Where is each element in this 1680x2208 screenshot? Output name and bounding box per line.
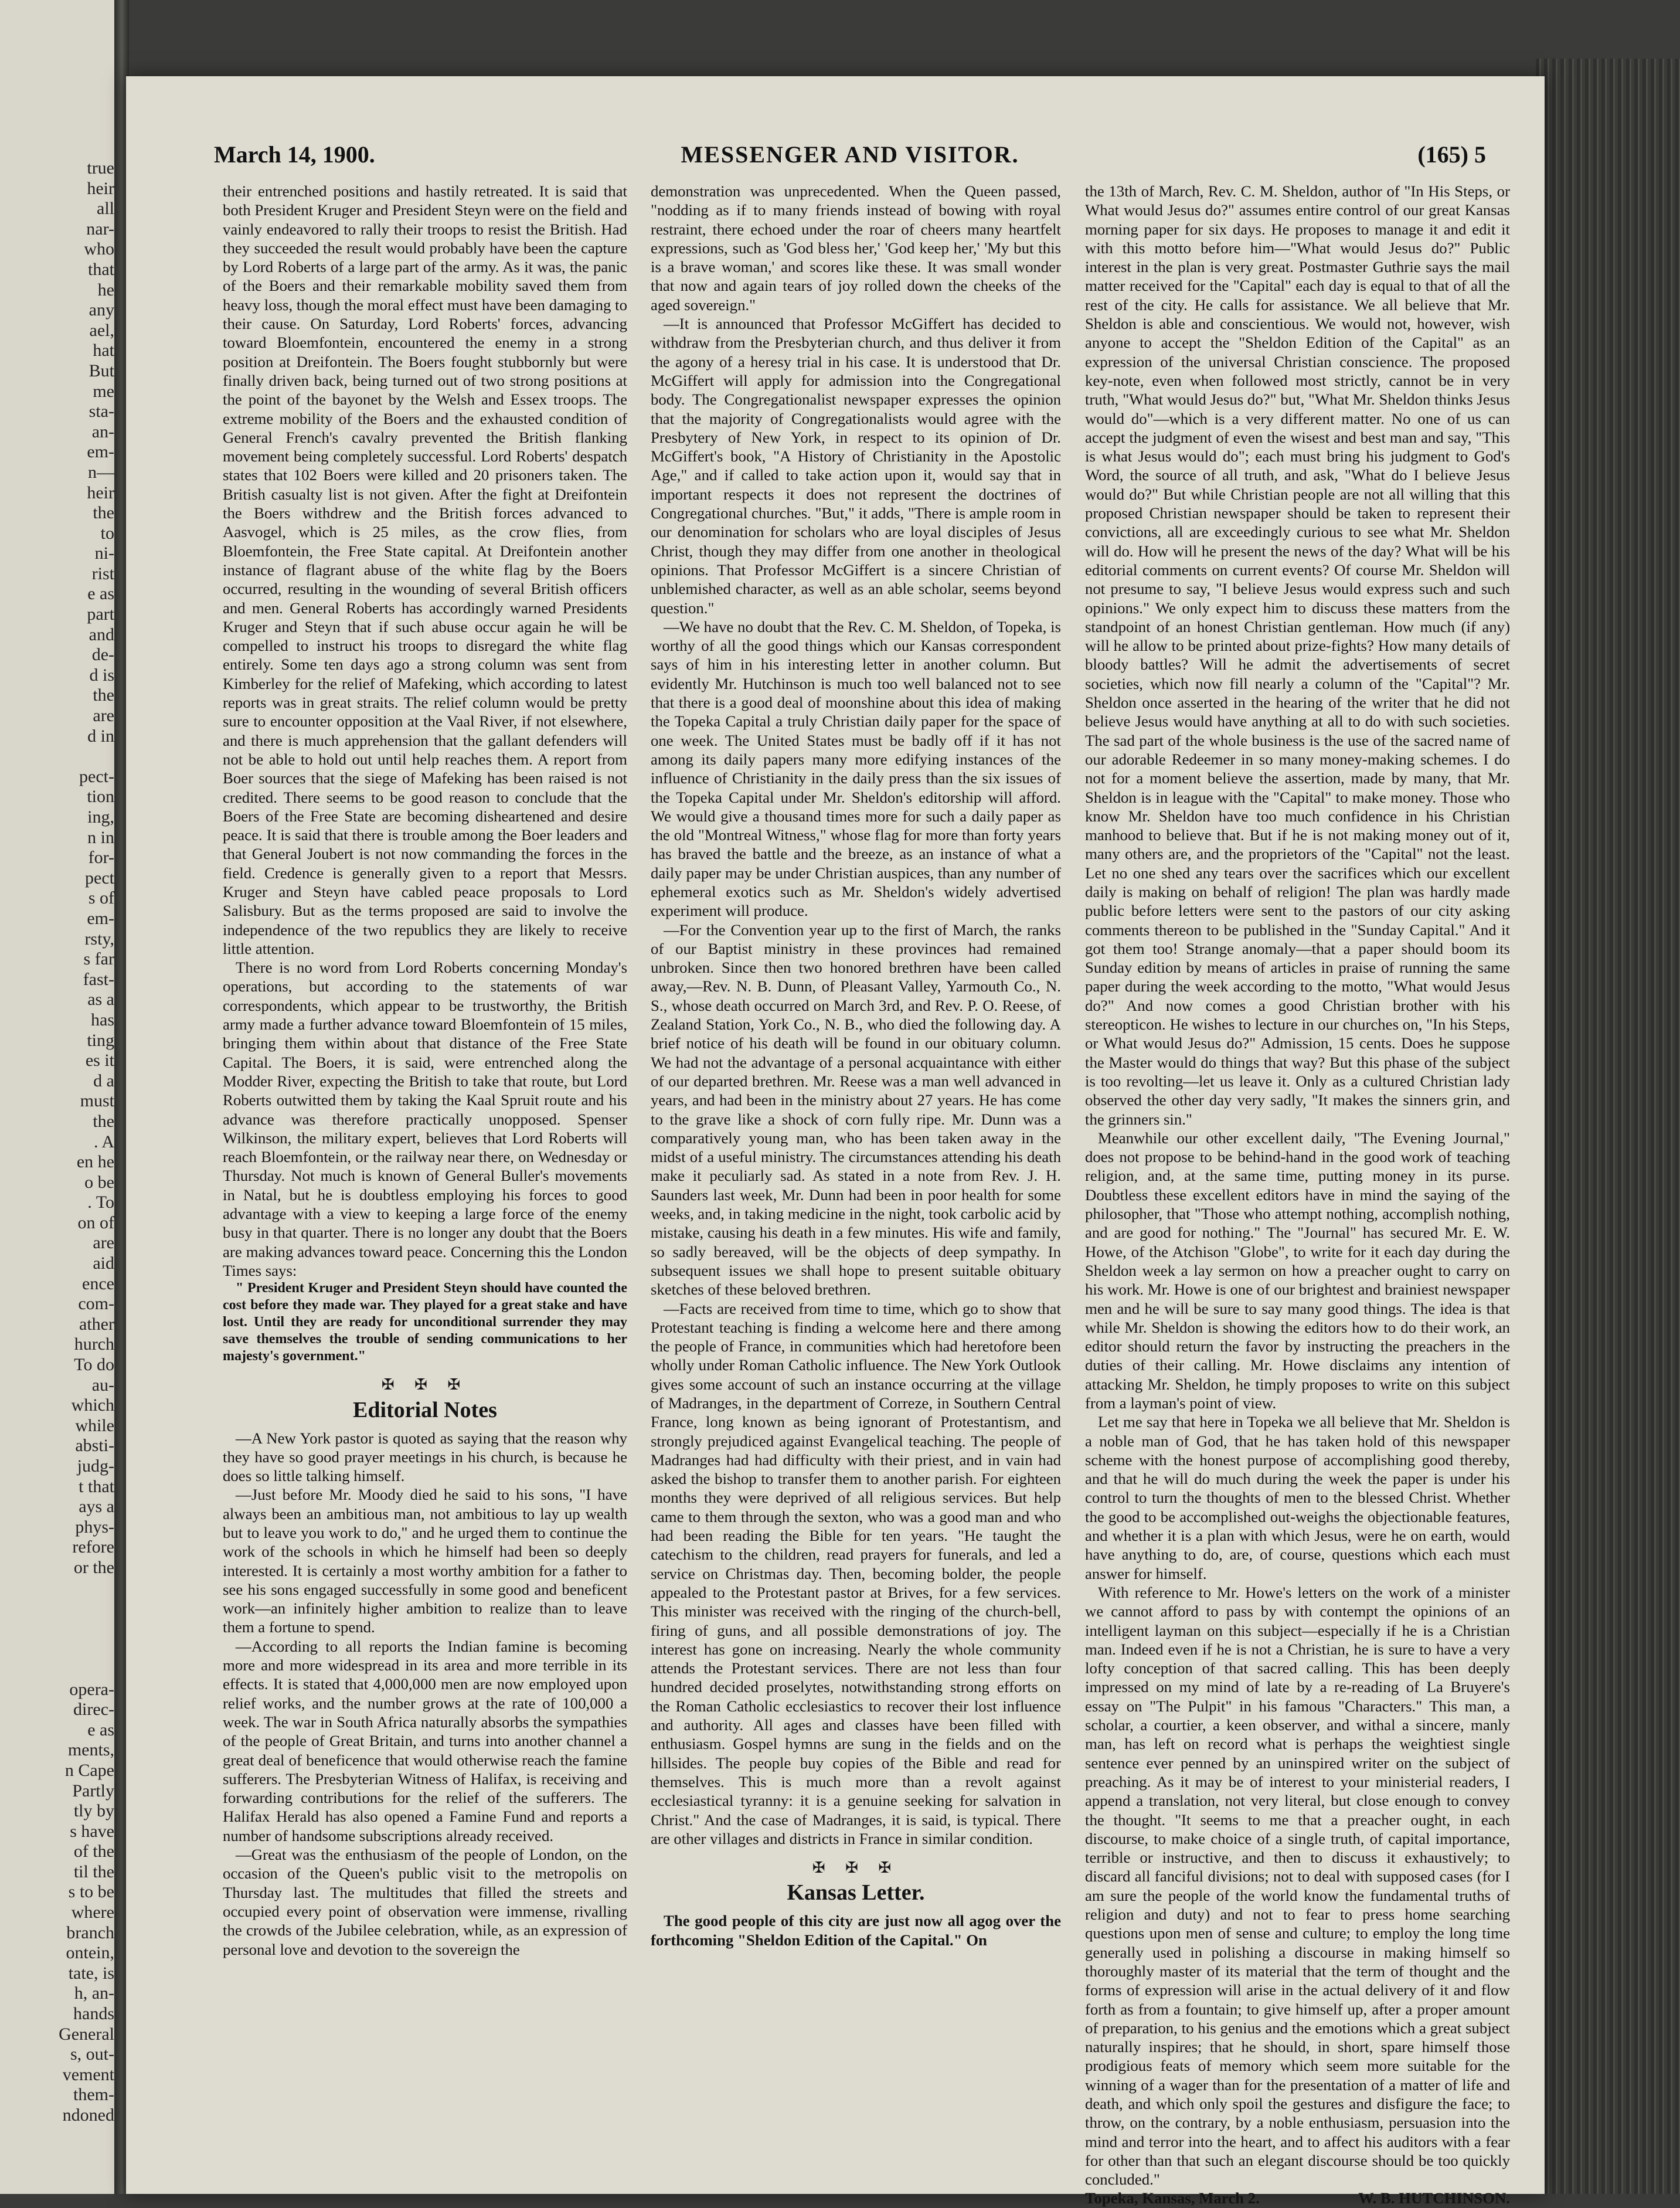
facing-page-line: ni- — [94, 543, 114, 563]
masthead-title: MESSENGER AND VISITOR. — [681, 141, 1019, 168]
editorial-note: —Great was the enthusiasm of the people of London, on the occasion of the Queen's public visit to the metropolis on Thursday last. The multitudes that filled the streets and occupied every point of observation were immense, rivalling the crowds of the Jubilee celebration, while, as an expression of personal love and devotion to the sovereign the — [223, 1846, 627, 1958]
facing-page-line: has — [91, 1010, 114, 1030]
kansas-letter-paragraph: Let me say that here in Topeka we all believe that Mr. Sheldon is a noble man of God, that he has taken hold of this newspaper scheme with the honest purpose of accomplishing good thereby, and that he will do much during the week the paper is under his control to turn the thoughts of men to the blessed Christ. Whether the good to be accomplished out-weighs the objectionable features, and whether it is a plan with which Jesus, were he on earth, would have anything to do, are, of course, questions which each must answer for himself. — [1085, 1413, 1510, 1582]
facing-page-line — [3, 1598, 114, 1619]
facing-page-line: part — [87, 604, 114, 624]
facing-page-line: . To — [87, 1193, 114, 1212]
kansas-letter-heading: Kansas Letter. — [787, 1880, 925, 1905]
facing-page-line — [3, 1619, 114, 1639]
facing-page-line: me — [93, 381, 114, 401]
facing-page-line: til the — [73, 1861, 114, 1881]
facing-page-line: rsty, — [84, 929, 114, 949]
facing-page-fragment — [0, 0, 120, 2194]
facing-page-line: ael, — [89, 320, 114, 340]
facing-page-line: of the — [73, 1842, 114, 1861]
facing-page-line: branch — [66, 1922, 114, 1942]
facing-page-line: d is — [89, 665, 114, 685]
facing-page-line: e as — [87, 1720, 114, 1740]
editorial-note: —According to all reports the Indian famine is becoming more and more widespread in its area and more terrible in its effects. It is stated that 4,000,000 men are now employed upon relief works, and the number grows at the rate of 100,000 a week. The war in South Africa naturally absorbs the sympathies of the people of Great Britain, and turns into another channel a great deal of beneficence that would otherwise reach the famine sufferers. The Presbyterian Witness of Halifax, is receiving and forwarding contributions for the relief of the sufferers. The Halifax Herald has also opened a Famine Fund and reports a number of handsome subscriptions already received. — [223, 1637, 627, 1844]
facing-page-line: judg- — [77, 1456, 114, 1476]
column-3 — [1085, 182, 1510, 2208]
editorial-note: —Just before Mr. Moody died he said to his sons, "I have always been an ambitious man, not ambitious to lay up wealth but to leave you work to do," and he urged them to continue the work of the schools in which he himself had been so deeply interested. It is certainly a most worthy ambition for a father to see his sons engaged successfully in some good and beneficent work—an infinitely higher ambition to realize than to leave them a fortune to spend. — [223, 1486, 627, 1636]
facing-page-line: d in — [87, 726, 114, 746]
facing-page-line: en he — [76, 1152, 114, 1172]
facing-page-line: nar- — [86, 219, 114, 239]
facing-page-line: n Cape — [64, 1760, 114, 1780]
facing-page-line: de- — [91, 645, 114, 665]
facing-page-line: ence — [82, 1273, 114, 1293]
facing-page-line: hands — [73, 2004, 114, 2024]
london-times-quote: " President Kruger and President Steyn should have counted the cost before they made war. They played for a great stake and have lost. Until they are ready for unconditional surrender they may save themselves the trouble of sending communications to her majesty's government." — [223, 1280, 627, 1364]
facing-page-line: ting — [87, 1030, 114, 1050]
facing-page-line: o be — [84, 1172, 114, 1192]
facing-page-line: while — [75, 1415, 114, 1435]
kansas-letter-paragraph: With reference to Mr. Howe's letters on the work of a minister we cannot afford to pass by with contempt the opinions of an intelligent layman on this subject—especially if he is a Christian man. Indeed even if he is not a Christian, he is sure to have a very lofty conception of that sacred calling. This has been deeply impressed on my mind of late by a re-reading of La Bruyere's essay on "The Pulpit" in his famous "Characters." This man, a scholar, a courtier, a keen observer, and withal a sincere, manly man, has left on record what is perhaps the weightiest single sentence ever penned by an uninspired writer on the subject of preaching. As it may be of interest to your ministerial readers, I append a translation, not very literal, but close enough to convey the thought. "It seems to me that a preacher ought, in each discourse, to make choice of a single truth, of capital importance, terrible or instructive, and then to discuss it exhaustively; to discard all fanciful divisions; not to deal with supposed cases (for I am sure the people of the world know the fundamental truths of religion and duty) and not to fear to press home searching questions upon men of sense and culture; to employ the long time generally used in polishing a discourse in making himself so thoroughly master of its material that the term of thought and the forms of expression will arise in the actual delivery of it and flow forth as from a fountain; to give himself up, after a proper amount of preparation, to his genius and the emotions which a great subject naturally inspires; that he should, in short, spare himself those prodigious feats of memory which seem more suitable for the winning of a wager than for the presentation of a matter of life and death, and which only spoil the gestures and disfigure the face; to throw, on the contrary, by a noble enthusiasm, persuasion into the mind and terror into the heart, and to affect his auditors with a fear for other than that such an elegant discourse should be too quickly concluded." — [1085, 1583, 1510, 2189]
facing-page-line: s far — [83, 949, 114, 969]
facing-page-line: rist — [91, 563, 114, 583]
facing-page-line: h, an- — [74, 1983, 114, 2003]
facing-page-line: hat — [93, 341, 114, 361]
facing-page-line — [3, 1659, 114, 1680]
facing-page-line: heir — [87, 483, 114, 502]
facing-page-line: s, out- — [70, 2044, 114, 2064]
facing-page-line: d a — [93, 1071, 114, 1091]
facing-page-line: ing, — [87, 807, 114, 827]
facing-page-line: for- — [88, 848, 114, 868]
facing-page-line: fast- — [83, 969, 114, 989]
issue-date: March 14, 1900. — [214, 141, 375, 168]
facing-page-line: Partly — [72, 1781, 114, 1801]
facing-page-line: or the — [73, 1557, 114, 1577]
editorial-note: —We have no doubt that the Rev. C. M. Sheldon, of Topeka, is worthy of all the good things which our Kansas correspondent says of him in his interesting letter in another column. But evidently Mr. Hutchinson is much too well balanced not to see that there is a good deal of moonshine about this idea of making the Topeka Capital a truly Christian daily paper for the space of one week. The United States must be badly off if it has not among its daily papers many more edifying instances of the influence of Christianity in the daily press than the six issues of the Topeka Capital under Mr. Sheldon's editorship will afford. We would give a thousand times more for such a daily paper as the old "Montreal Witness," whose flag for more than forty years has braved the battle and the breeze, as an instance of what a daily paper may be under Christian auspices, than any number of ephemeral exotics such as Mr. Sheldon's widely advertised experiment will produce. — [651, 617, 1061, 920]
facing-page-line: n in — [87, 827, 114, 847]
facing-page-text-strip — [3, 158, 114, 2126]
facing-page-line: e as — [87, 584, 114, 604]
facing-page-line: General — [59, 2024, 114, 2044]
facing-page-line: s to be — [68, 1882, 114, 1902]
signature-author: W. B. HUTCHINSON. — [1358, 2189, 1510, 2207]
facing-page-line: t that — [79, 1476, 114, 1496]
section-ornament: ✠ ✠ ✠ — [381, 1376, 469, 1394]
facing-page-line — [3, 1578, 114, 1599]
page-edges — [1536, 59, 1680, 2194]
editorial-note: —Facts are received from time to time, which go to show that Protestant teaching is finding a welcome here and there among the people of France, in communities which had heretofore been wholly under Roman Catholic influence. The New York Outlook gives some account of such an instance occurring at the village of Madranges, in the department of Correze, in Southern Central France, long known as being ignorant of Protestantism, and strongly prejudiced against Evangelical teaching. The people of Madranges had had difficulty with their priest, and in vain had asked the bishop to transfer them to another parish. For eighteen months they were deprived of all religious services. But help came to them through the sexton, who was a good man and who had been reading the Bible for ten years. "He taught the catechism to the children, read prayers for funerals, and led a service on Christmas day. Then, becoming bolder, the people appealed to the Protestant pastor at Brives, for a few services. This minister was received with the ringing of the church-bell, firing of guns, and all possible demonstrations of joy. The interest has gone on increasing. Nearly the whole community attends the Protestant services. There are not less than four hundred decided proselytes, notwithstanding strong efforts on the Roman Catholic ecclesiastics to recover their lost influence and authority. All ages and classes have been filled with enthusiasm. Gospel hymns are sung in the fields and on the hillsides. The people buy copies of the Bible and read for themselves. This is much more than a revolt against ecclesiastical tyranny: it is a genuine seeking for salvation in Christ." And the case of Madranges, it is said, is typical. There are other villages and districts in France in similar condition. — [651, 1299, 1061, 1847]
facing-page-line — [3, 746, 114, 767]
facing-page-line: must — [80, 1091, 114, 1111]
facing-page-line: where — [71, 1903, 114, 1922]
facing-page-line: com- — [78, 1294, 114, 1314]
facing-page-line: tate, is — [68, 1963, 114, 1983]
facing-page-line: phys- — [75, 1517, 114, 1537]
facing-page-line: ndoned — [62, 2105, 114, 2125]
facing-page-line: hurch — [74, 1334, 114, 1354]
facing-page-line: ays a — [79, 1497, 114, 1517]
facing-page-line: au- — [91, 1375, 114, 1395]
facing-page-line: to — [100, 523, 114, 543]
editorial-note: demonstration was unprecedented. When the Queen passed, "nodding as if to many friends instead of bowing with royal restraint, there echoed under the roar of cheers many heartfelt expressions, such as 'God bless her,' 'God keep her,' 'My but this is a brave woman,' and scores like these. It was small wonder that now and again tears of joy rolled down the cheeks of the aged sovereign." — [651, 182, 1061, 314]
facing-page-line: all — [97, 199, 114, 219]
section-ornament: ✠ ✠ ✠ — [812, 1859, 900, 1877]
facing-page-line: tion — [87, 787, 114, 807]
facing-page-line: which — [71, 1395, 114, 1415]
facing-page-line: refore — [72, 1537, 114, 1557]
facing-page-line: ontein, — [66, 1943, 114, 1963]
facing-page-line: on of — [77, 1212, 114, 1232]
newspaper-page — [126, 76, 1545, 2207]
facing-page-line: aid — [93, 1254, 114, 1273]
column-1 — [223, 182, 627, 1959]
facing-page-line: But — [89, 361, 114, 381]
facing-page-line: as a — [87, 990, 114, 1010]
facing-page-line: true — [87, 158, 114, 178]
facing-page-line: are — [93, 706, 114, 726]
facing-page-line: tly by — [73, 1801, 114, 1821]
facing-page-line: the — [93, 685, 114, 705]
facing-page-line: the — [93, 1111, 114, 1131]
facing-page-line: ather — [79, 1314, 114, 1334]
facing-page-line: To do — [74, 1355, 114, 1375]
kansas-letter-paragraph: Meanwhile our other excellent daily, "The Evening Journal," does not propose to be behind-hand in the good work of teaching religion, and, at the same time, putting money in its purse. Doubtless these excellent editors have in mind the saying of the philosopher, that "Those who attempt nothing, accomplish nothing, and are good for nothing." The "Journal" has secured Mr. E. W. Howe, of the Atchison "Globe", to write for it each day during the Sheldon week a lay sermon on how a preacher ought to carry on his work. Mr. Howe is one of our brightest and brainiest newspaper men and he will be sure to say many good things. The idea is that while Mr. Sheldon is showing the editors how to do their work, an editor should return the favor by instructing the preachers in the duties of their calling. Mr. Howe disclaims any intention of attacking Mr. Sheldon, he timply proposes to write on this subject from a layman's point of view. — [1085, 1129, 1510, 1412]
facing-page-line: any — [89, 300, 114, 320]
facing-page-line: pect- — [79, 766, 114, 786]
editorial-note: —For the Convention year up to the first of March, the ranks of our Baptist ministry in these provinces had remained unbroken. Since then two honored brethren have been called away,—Rev. N. B. Dunn, of Pleasant Valley, Yarmouth Co., N. S., whose death occurred on March 3rd, and Rev. P. O. Reese, of Zealand Station, York Co., N. B., who died the following day. A brief notice of his death will be found in our obituary column. We had not the advantage of a personal acquaintance with either of our departed brethren. Mr. Reese was a man well advanced in years, and had been in the ministry about 27 years. He has come to the grave like a shock of corn fully ripe. Mr. Dunn was a comparatively young man, who has been taken away in the midst of a useful ministry. The circumstances attending his death make it peculiarly sad. As stated in a note from Rev. J. H. Saunders last week, Mr. Dunn had been in poor health for some weeks, and, in taking medicine in the night, took carbolic acid by mistake, causing his death in a few minutes. His wife and family, so sadly bereaved, will be the objects of deep sympathy. In subsequent issues we shall hope to present suitable obituary sketches of these beloved brethren. — [651, 920, 1061, 1299]
facing-page-line: em- — [87, 908, 114, 928]
facing-page-line: pect — [85, 868, 114, 888]
facing-page-line: direc- — [73, 1700, 114, 1720]
war-report-paragraph: There is no word from Lord Roberts concerning Monday's operations, but according to the statements of war correspondents, which appear to be trustworthy, the British army made a further advance toward Bloemfontein of 15 miles, bringing them within about that distance of the Free State Capital. The Boers, it is said, were entrenched along the Modder River, expecting the British to take that route, but Lord Roberts outwitted them by taking the Kaal Spruit route and his advance was therefore practically unopposed. Spenser Wilkinson, the military expert, believes that Lord Roberts will reach Bloemfontein, or the railway near there, on Wednesday or Thursday. Not much is known of General Buller's movements in Natal, but he is doubtless employing his forces to good advantage with a view to keeping a large force of the enemy busy in that quarter. There is no longer any doubt that the Boers are making advances toward peace. Concerning this the London Times says: — [223, 959, 627, 1279]
facing-page-line: ments, — [67, 1740, 114, 1760]
facing-page-line: s have — [70, 1821, 114, 1841]
column-2 — [651, 182, 1061, 1949]
page-header — [214, 141, 1486, 176]
facing-page-line: that — [88, 259, 114, 279]
facing-page-line: em- — [87, 442, 114, 462]
facing-page-line: absti- — [75, 1436, 114, 1456]
facing-page-line: . A — [93, 1132, 114, 1151]
editorial-notes-heading: Editorial Notes — [353, 1397, 497, 1422]
editorial-note: —It is announced that Professor McGiffert has decided to withdraw from the Presbyterian church, and thus deliver it from the agony of a heresy trial in his case. It is understood that Dr. McGiffert will apply for admission into the Congregational body. The Congregationalist newspaper expresses the opinion that the majority of Congregationalists would agree with the Presbytery of New York, in respect to its opinion of Dr. McGiffert's book, "A History of Christianity in the Apostolic Age," and if called to take action upon it, would say that in important respects it does not represent the doctrines of Congregational churches. "But," it adds, "There is ample room in our denomination for scholars who are loyal disciples of Jesus Christ, though they may differ from one another in theological opinions. That Professor McGiffert is a sincere Christian of unblemished character, as well as an able scholar, seems beyond question." — [651, 315, 1061, 617]
facing-page-line: n— — [88, 462, 114, 482]
war-report-paragraph: their entrenched positions and hastily retreated. It is said that both President Kruger and President Steyn were on the field and vainly endeavored to rally their troops to resist the British. Had they succeeded the result would probably have been the capture by Lord Roberts of a large part of the army. As it was, the panic of the Boers and their remarkable mobility saved them from heavy loss, though the moral effect must have been damaging to their cause. On Saturday, Lord Roberts' forces, advancing toward Bloemfontein, encountered the enemy in a strong position at Dreifontein. The Boers fought stubbornly but were finally driven back, being turned out of two strong positions at the point of the bayonet by the Welsh and Essex troops. The extreme mobility of the Boers and the exhausted condition of General French's cavalry prevented the British flanking movement being completely successful. Lord Roberts' despatch states that 102 Boers were killed and 20 prisoners taken. The British casualty list is not given. After the fight at Dreifontein the Boers withdrew and the British forces advanced to Aasvogel, which is 25 miles, as the crow flies, from Bloemfontein, the Free State capital. At Dreifontein another instance of flagrant abuse of the white flag by the Boers occurred, resulting in the wounding of several British officers and men. General Roberts has accordingly warned Presidents Kruger and Steyn that if such abuse occur again he will be compelled to instruct his troops to disregard the white flag entirely. Some ten days ago a strong column was sent from Kimberley for the relief of Mafeking, which according to latest reports was in great straits. The relief column would be pretty sure to encounter opposition at the Vaal River, if not elsewhere, and there is much apprehension that the gallant defenders will not be able to hold out until help reaches them. A report from Boer sources that the siege of Mafeking has been raised is not credited. There seems to be good reason to conclude that the Boers of the Free State are becoming disheartened and desire peace. It is said that there is trouble among the Boer leaders and that General Joubert is not now commanding the forces in the field. Credence is generally given to a report that Messrs. Kruger and Steyn have cabled peace proposals to Lord Salisbury. But as the terms proposed are said to involve the independence of the two republics they are likely to receive little attention. — [223, 182, 627, 957]
facing-page-line — [3, 1639, 114, 1659]
kansas-letter-paragraph: the 13th of March, Rev. C. M. Sheldon, author of "In His Steps, or What would Jesus do?" assumes entire control of our great Kansas morning paper for six days. He proposes to manage it and edit it with this motto before him—"What would Jesus do?" Public interest in the plan is very great. Postmaster Guthrie says the mail matter received for the "Capital" each day is equal to that of all the rest of the city. He calls for assistance. We all believe that Mr. Sheldon is able and conscientious. We would not, however, wish anyone to accept the "Sheldon Edition of the Capital" as an expression of the universal Christian conscience. The proposed key-note, even when followed most strictly, cannot be in very truth, "What would Jesus do?" but, "What Mr. Sheldon thinks Jesus would do"—which is a very different matter. No one of us can accept the judgment of even the wisest and best man and say, "This is what Jesus would do"; each must bring his judgment to God's Word, the source of all truth, and ask, "What do I believe Jesus would do?" But while Christian people are not all willing that this proposed Christian newspaper should be taken to represent their convictions, all are exceedingly curious to see what Mr. Sheldon will do. How will he present the news of the day? What will be his editorial comments on current events? Of course Mr. Sheldon will not presume to say, "I believe Jesus would express such and such opinions." We only expect him to discuss these matters from the standpoint of an honest Christian gentleman. How much (if any) will he allow to be printed about prize-fights? How many details of bloody battles? Will he admit the advertisements of secret societies, which now fill nearly a column of the "Capital"? Mr. Sheldon once asserted in the hearing of the writer that he did not believe Jesus would have anything at all to do with such societies. The sad part of the whole business is the use of the sacred name of our adorable Redeemer in so many money-making schemes. I do not for a moment believe the assertion, made by many, that Mr. Sheldon is in league with the "Capital" to make money. Those who know Mr. Sheldon have too much confidence in his Christian manhood to believe that. But if he is not making money out of it, many others are, and the proprietors of the "Capital" not the least. Let no one shed any tears over the sacrifices which our excellent daily is making on behalf of religion! The plan was hardly made public before letters were sent to the pastors of our city asking comments thereon to be published in the "Sunday Capital." And it got them too! Strange anomaly—that a paper should boom its Sunday edition by means of articles in praise of running the same paper during the week according to the motto, "What would Jesus do?" And now comes a good Christian brother with his stereopticon. He wishes to lecture in our churches on, "In his Steps, or What would Jesus do?" Admission, 15 cents. Does he suppose the Master would do things that way? But this phase of the subject is too revolting—let us leave it. Only as a cultured Christian lady observed the other day very sadly, "It makes the sinners grin, and the grinners sin." — [1085, 182, 1510, 1128]
signature-place-date: Topeka, Kansas, March 2. — [1085, 2189, 1260, 2207]
facing-page-line: and — [89, 624, 114, 644]
facing-page-line: the — [93, 503, 114, 523]
kansas-letter-opening: The good people of this city are just now all agog over the forthcoming "Sheldon Edition of the Capital." On — [651, 1912, 1061, 1949]
facing-page-line: them- — [73, 2085, 114, 2105]
facing-page-line: he — [97, 280, 114, 300]
facing-page-line: are — [93, 1233, 114, 1253]
facing-page-line: es it — [85, 1051, 114, 1071]
editorial-note: —A New York pastor is quoted as saying that the reason why they have so good prayer meetings in his church, is because he does so little talking himself. — [223, 1429, 627, 1485]
facing-page-line: s of — [88, 888, 114, 908]
facing-page-line: who — [84, 239, 114, 259]
letter-signature — [1085, 2189, 1510, 2207]
facing-page-line: vement — [62, 2064, 114, 2084]
facing-page-line: sta- — [89, 402, 114, 422]
page-number: (165) 5 — [1417, 141, 1486, 168]
facing-page-line: an- — [91, 422, 114, 441]
facing-page-line: opera- — [69, 1679, 114, 1699]
facing-page-line: heir — [87, 178, 114, 198]
